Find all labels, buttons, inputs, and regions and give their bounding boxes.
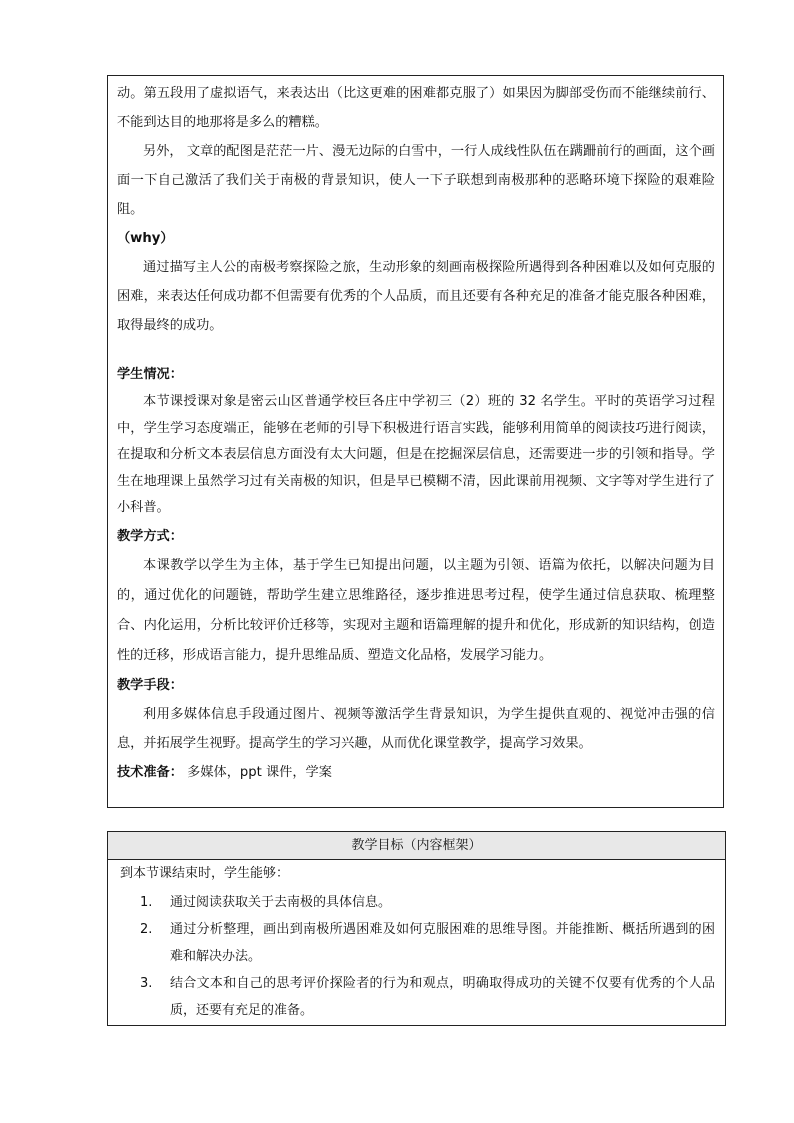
spacer [117, 340, 715, 360]
tech-line [117, 758, 715, 787]
method-paragraph: 本课教学以学生为主体，基于学生已知提出问题，以主题为引领、语篇为依托，以解决问题为目的，通过优化的问题链，帮助学生建立思维路径，逐步推进思考过程，使学生通过信息获取、梳理整合、内化运用，分析比较评价迁移等，实现对主题和语篇理解的提升和优化，形成新的知识结构，创造性的迁移，形成语言能力，提升思维品质、塑造文化品格，发展学习能力。 [117, 557, 715, 663]
goal-text: 通过阅读获取关于去南极的具体信息。 [170, 895, 392, 910]
tech-text: 多媒体，ppt 课件，学案 [187, 764, 332, 780]
goal-text: 通过分析整理，画出到南极所遇困难及如何克服困难的思维导图。并能推断、概括所遇到的困难和解决办法。 [170, 922, 715, 964]
goal-item [118, 916, 715, 970]
method-heading: 教学方式： [117, 528, 183, 544]
students-paragraph: 本节课授课对象是密云山区普通学校巨各庄中学初三（2）班的 32 名学生。平时的英语学习过程中，学生学习态度端正，能够在老师的引导下积极进行语言实践，能够利用简单的阅读技巧进行阅读，在提取和分析文本表层信息方面没有太大问题，但是在挖掘深层信息，还需要进一步的引领和指导。学生在地理课上虽然学习过有关南极的知识，但是早已模糊不清，因此课前用视频、文字等对学生进行了小科普。 [117, 394, 715, 515]
means-paragraph: 利用多媒体信息手段通过图片、视频等激活学生背景知识，为学生提供直观的、视觉冲击强的信息，并拓展学生视野。提高学生的学习兴趣，从而优化课堂教学，提高学习效果。 [117, 706, 715, 751]
goal-text: 结合文本和自己的思考评价探险者的行为和观点，明确取得成功的关键不仅要有优秀的个人品质，还要有充足的准备。 [170, 976, 715, 1018]
why-heading: （why） [117, 231, 174, 246]
goal-number: 2. [140, 922, 153, 937]
teaching-goals-body [108, 860, 725, 1024]
students-heading: 学生情况： [117, 367, 183, 382]
teaching-goals-header: 教学目标（内容框架） [108, 832, 725, 860]
why-paragraph: 通过描写主人公的南极考察探险之旅，生动形象的刻画南极探险所遇得到各种困难以及如何克服的困难，来表达任何成功都不但需要有优秀的个人品质，而且还要有各种充足的准备才能克服各种困难，取得最终的成功。 [117, 260, 715, 333]
goal-item [118, 889, 715, 916]
means-heading: 教学手段： [117, 677, 183, 693]
text-analysis-continuation: 动。第五段用了虚拟语气，来表达出（比这更难的困难都克服了）如果因为脚部受伤而不能继续前行、不能到达目的地那将是多么的糟糕。 [117, 86, 715, 130]
goal-number: 1. [140, 895, 153, 910]
goals-intro: 到本节课结束时，学生能够： [120, 866, 290, 881]
goal-item [118, 970, 715, 1024]
teaching-goals-table [107, 831, 726, 1026]
lesson-analysis-box [107, 75, 724, 808]
image-analysis-paragraph: 另外， 文章的配图是茫茫一片、漫无边际的白雪中，一行人成线性队伍在蹒跚前行的画面，这个画面一下自己激活了我们关于南极的背景知识，使人一下子联想到南极那种的恶略环境下探险的艰难险阻。 [117, 144, 715, 217]
tech-heading: 技术准备： [117, 764, 183, 780]
goal-number: 3. [140, 976, 153, 991]
